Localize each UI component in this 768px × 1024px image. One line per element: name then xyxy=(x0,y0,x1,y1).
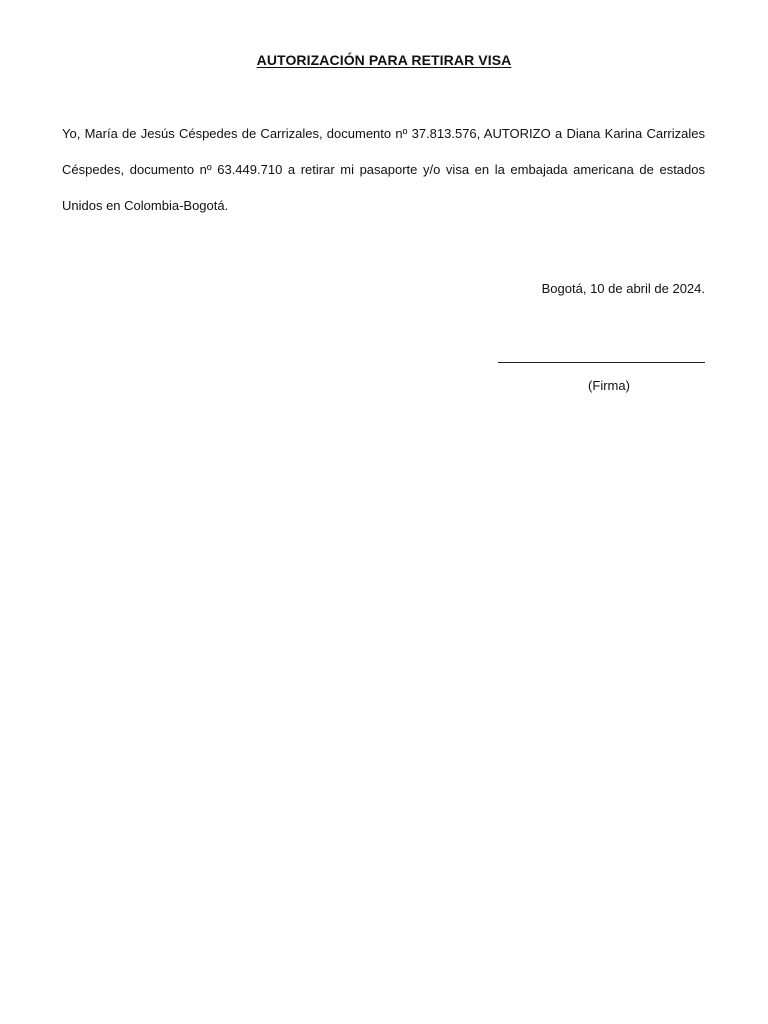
signature-line xyxy=(498,348,705,363)
date-line: Bogotá, 10 de abril de 2024. xyxy=(541,281,705,296)
document-title: AUTORIZACIÓN PARA RETIRAR VISA xyxy=(256,52,512,68)
signature-label: (Firma) xyxy=(588,378,630,393)
authorization-paragraph: Yo, María de Jesús Céspedes de Carrizales, documento nº 37.813.576, AUTORIZO a Diana Karina Carrizales Céspedes, documento nº 63.449.710 a retirar mi pasaporte y/o visa en la embajada americana de estados Unidos en Colombia-Bogotá. xyxy=(62,126,705,213)
